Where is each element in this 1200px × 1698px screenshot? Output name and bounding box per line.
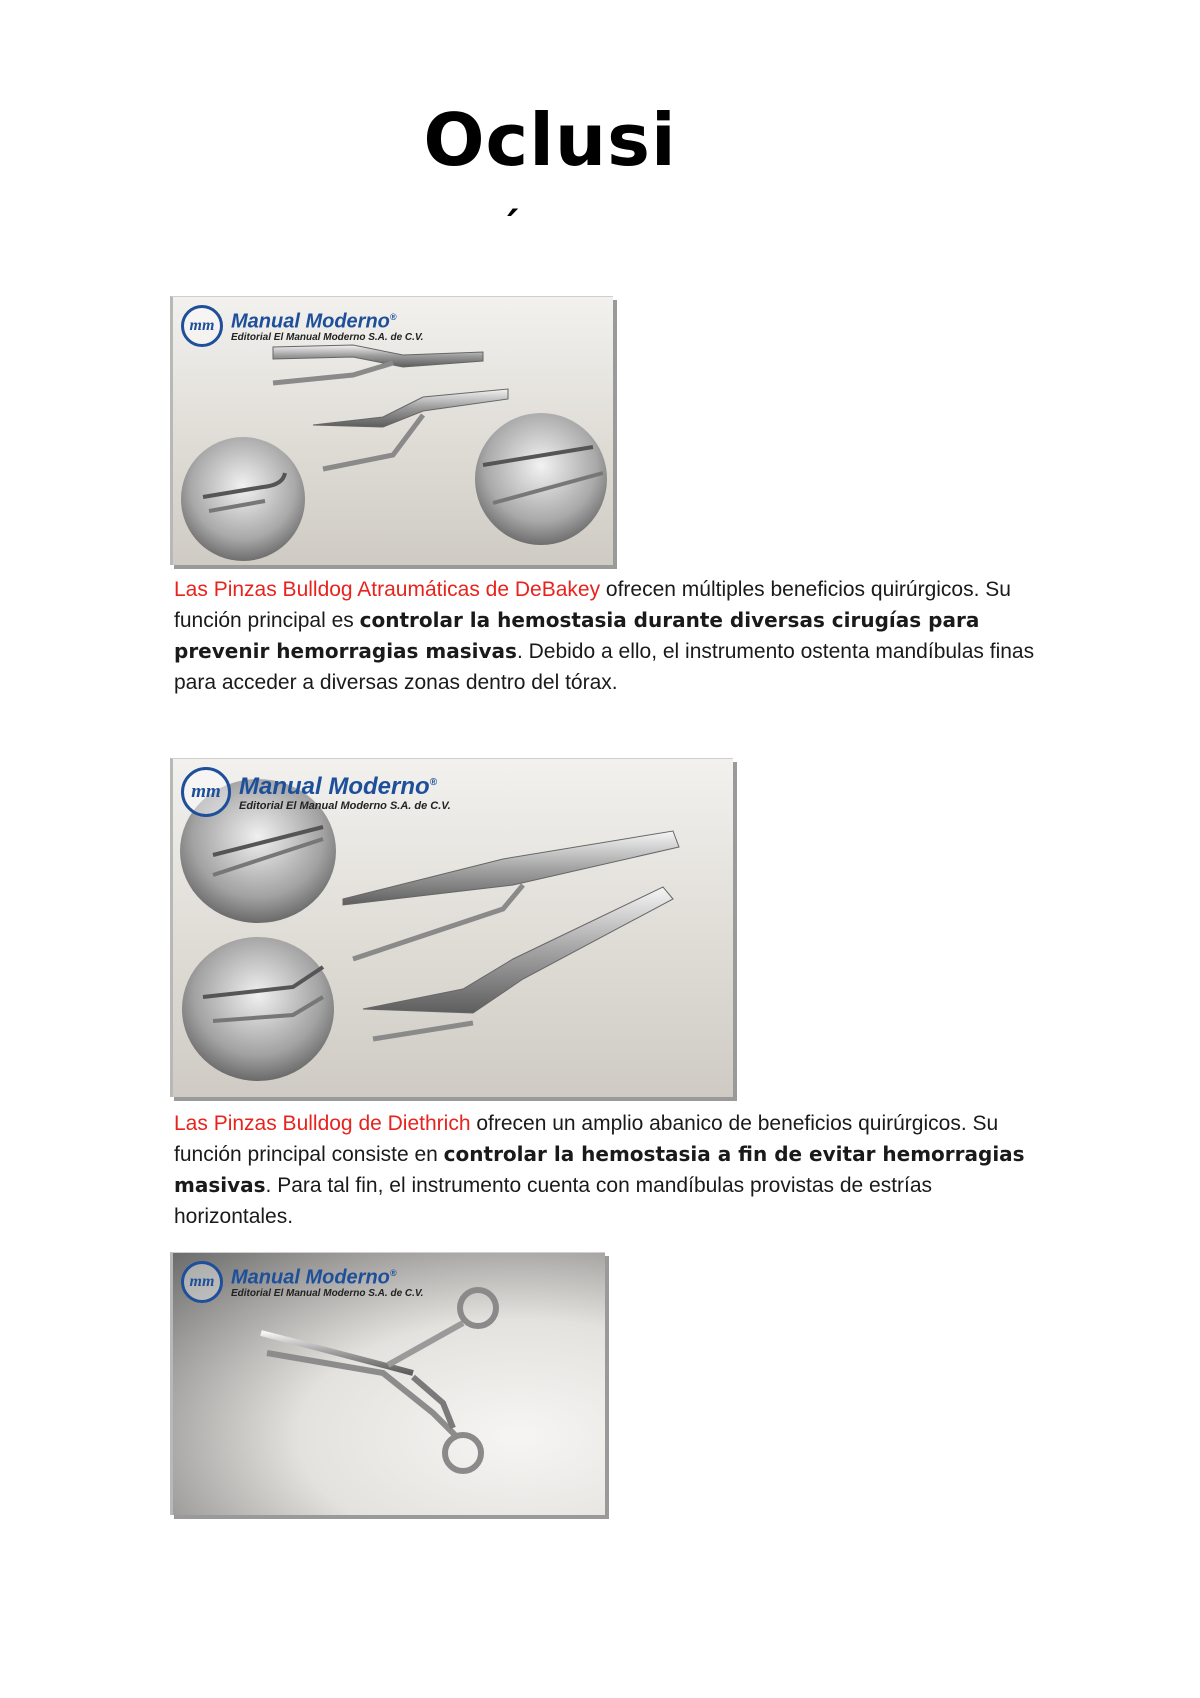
logo-registered: ®	[429, 777, 438, 788]
publisher-logo	[181, 305, 423, 347]
logo-subtitle: Editorial El Manual Moderno S.A. de C.V.	[231, 1288, 424, 1300]
logo-name: Manual Moderno	[231, 1266, 390, 1289]
figure-clamp-scissors	[170, 1252, 605, 1515]
paragraph-diethrich	[174, 1108, 1054, 1232]
debakey-link-text: Las Pinzas Bulldog Atraumáticas de DeBakey	[174, 578, 601, 601]
figure-debakey-clamps	[170, 296, 613, 565]
logo-subtitle: Editorial El Manual Moderno S.A. de C.V.	[231, 332, 424, 344]
debakey-text-1: ofrecen múltiples beneficios quirúrgicos. Su función principal es	[174, 578, 1011, 632]
debakey-text-2: . Debido a ello, el instrumento ostenta mandíbulas finas para acceder a diversas zonas dentro del tórax.	[174, 640, 1035, 694]
paragraph-debakey	[174, 574, 1054, 698]
publisher-logo	[181, 767, 451, 817]
figure-diethrich-clamps	[170, 758, 733, 1097]
logo-name: Manual Moderno	[239, 773, 430, 800]
debakey-bold-text: controlar la hemostasia durante diversas cirugías para prevenir hemorragias masivas	[174, 608, 980, 663]
diethrich-text-2: . Para tal fin, el instrumento cuenta con mandíbulas provistas de estrías horizontales.	[174, 1174, 933, 1228]
logo-mark-icon: mm	[181, 1261, 223, 1303]
logo-registered: ®	[389, 1267, 397, 1278]
logo-registered: ®	[389, 311, 397, 322]
page-title: Oclusi	[423, 98, 677, 182]
publisher-logo	[181, 1261, 423, 1303]
diethrich-bold-text: controlar la hemostasia a fin de evitar hemorragias masivas	[174, 1142, 1025, 1197]
logo-mark-icon: mm	[181, 767, 231, 817]
title-accent-mark: ´	[500, 205, 520, 251]
logo-name: Manual Moderno	[231, 310, 390, 333]
diethrich-text-1: ofrecen un amplio abanico de beneficios quirúrgicos. Su función principal consiste en	[174, 1112, 999, 1166]
logo-subtitle: Editorial El Manual Moderno S.A. de C.V.	[239, 800, 451, 812]
diethrich-link-text: Las Pinzas Bulldog de Diethrich	[174, 1112, 471, 1135]
logo-mark-icon: mm	[181, 305, 223, 347]
